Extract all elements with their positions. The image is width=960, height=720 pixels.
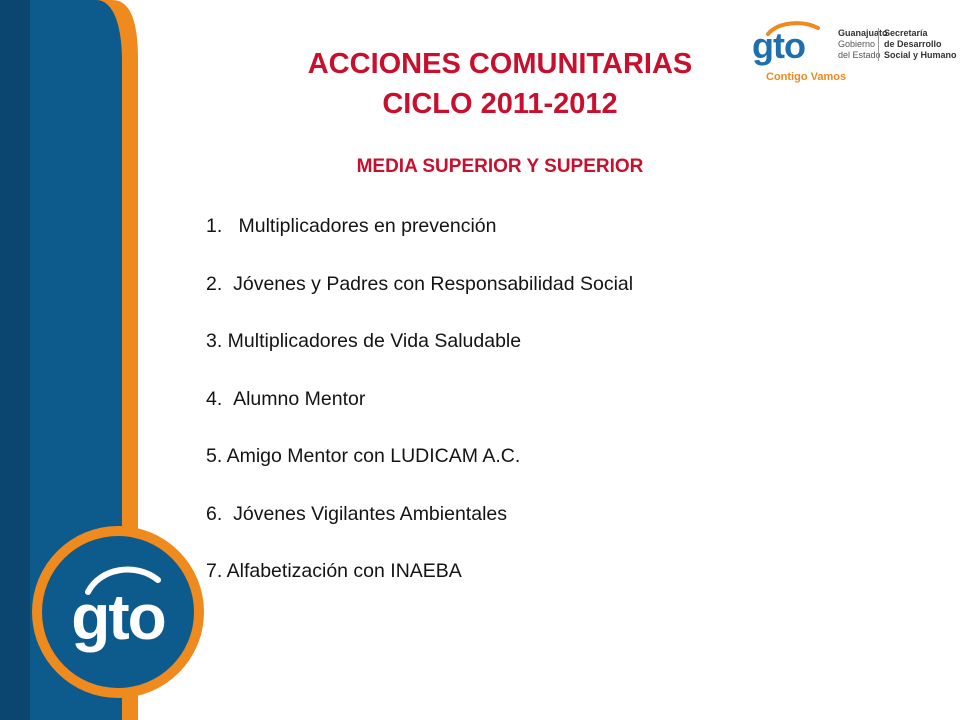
title-line-2: CICLO 2011-2012 bbox=[382, 88, 618, 120]
list-item: 2. Jóvenes y Padres con Responsabilidad Social bbox=[206, 272, 634, 295]
logo-mark: gto bbox=[752, 25, 805, 66]
logo-gov-line2: Gobierno bbox=[838, 39, 876, 49]
logo-department-text bbox=[878, 28, 957, 61]
list-item: 1. Multiplicadores en prevención bbox=[206, 215, 497, 237]
list-item: 5. Amigo Mentor con LUDICAM A.C. bbox=[206, 445, 521, 467]
logo-slogan: Contigo Vamos bbox=[766, 71, 847, 83]
list-item: 7. Alfabetización con INAEBA bbox=[206, 560, 462, 582]
list-item: 4. Alumno Mentor bbox=[206, 387, 366, 410]
logo-dept-line2: de Desarrollo bbox=[884, 39, 942, 49]
list-item: 3. Multiplicadores de Vida Saludable bbox=[206, 330, 522, 352]
logo-gov-line3: del Estado bbox=[838, 50, 881, 60]
list-item: 6. Jóvenes Vigilantes Ambientales bbox=[206, 502, 507, 525]
side-logo-text: gto bbox=[71, 581, 165, 653]
actions-list bbox=[206, 214, 826, 617]
page-title bbox=[230, 44, 770, 124]
logo-dept-line1: Secretaría bbox=[884, 28, 928, 38]
gto-logo bbox=[752, 20, 957, 92]
title-line-1: ACCIONES COMUNITARIAS bbox=[307, 48, 693, 80]
side-band-blue-shade bbox=[0, 0, 30, 720]
section-heading: MEDIA SUPERIOR Y SUPERIOR bbox=[356, 156, 644, 177]
logo-gov-line1: Guanajuato bbox=[838, 28, 888, 38]
logo-dept-line3: Social y Humano bbox=[884, 50, 957, 60]
